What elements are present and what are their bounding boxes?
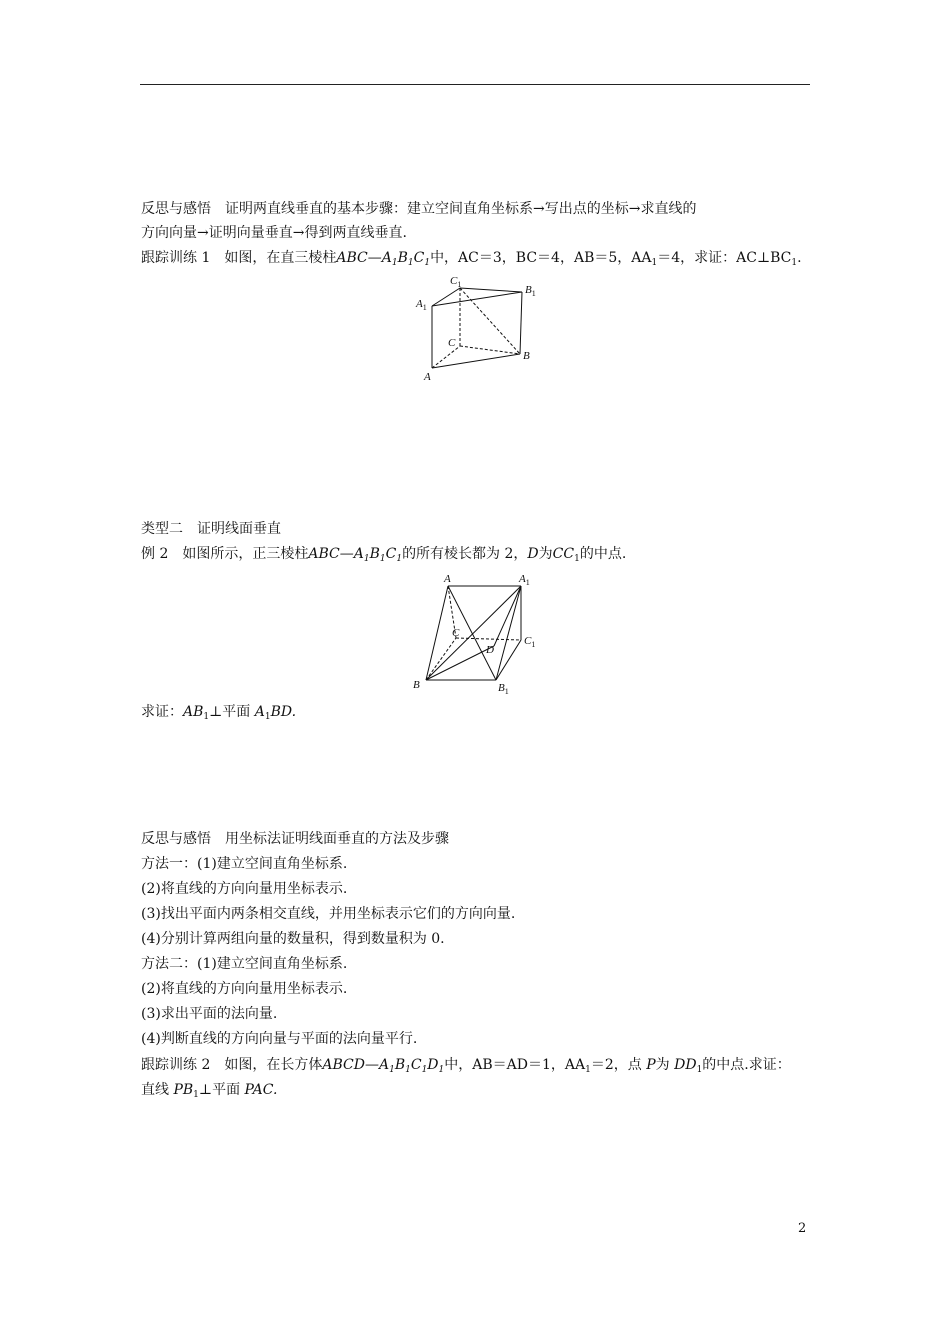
training2-line2: 直线 $PB_1\perp$平面 PAC. bbox=[141, 1082, 278, 1100]
segment-cc: CC bbox=[552, 546, 575, 562]
cuboid-name: $ABCD—A_1B_1C_1D_1$ bbox=[322, 1057, 445, 1075]
training1-line: 跟踪训练 1 如图，在直三棱柱$ABC—A_1B_1C_1$中，AC＝3，BC＝4，AB＝5，$AA_1=4$，求证：$AC\perp BC_1$. bbox=[141, 250, 802, 268]
method2-step3: (3)求出平面的法向量. bbox=[141, 1006, 278, 1022]
prism-figure-2 bbox=[408, 572, 548, 697]
fig2-label-b1: $B_1$ bbox=[498, 682, 509, 696]
fig2-label-a1: $A_1$ bbox=[519, 573, 530, 587]
fig1-label-b1: $B_1$ bbox=[525, 284, 536, 298]
header-rule bbox=[140, 84, 810, 85]
example2-middle: 的所有棱长都为 2， bbox=[402, 546, 528, 562]
type2-heading-text: 类型二 证明线面垂直 bbox=[141, 521, 281, 537]
reflection2-title bbox=[141, 830, 449, 848]
reflection1-heading: 反思与感悟 bbox=[141, 201, 211, 217]
type2-heading bbox=[141, 520, 281, 538]
training2-middle: 中，AB＝AD＝1，AA bbox=[444, 1057, 586, 1073]
reflection2-heading: 反思与感悟 bbox=[141, 831, 211, 847]
prism-name: $ABC—A_1B_1C_1$ bbox=[336, 250, 431, 268]
reflection1-line1 bbox=[141, 200, 696, 218]
page-number: 2 bbox=[798, 1221, 807, 1236]
training2-line1: 跟踪训练 2 如图，在长方体$ABCD—A_1B_1C_1D_1$中，AB＝AD＝1，$AA_1=2$，点 P为 $DD_1$的中点.求证： bbox=[141, 1057, 791, 1075]
training2-intro: 如图，在长方体 bbox=[224, 1057, 323, 1073]
example2-line: 例 2 如图所示，正三棱柱$ABC—A_1B_1C_1$的所有棱长都为 2，D为$CC_1$的中点. bbox=[141, 546, 627, 564]
example2-end: 的中点. bbox=[579, 546, 627, 562]
fig1-label-a: A bbox=[424, 371, 431, 383]
segment-ab: AB bbox=[183, 704, 204, 720]
training2-label: 跟踪训练 2 bbox=[141, 1057, 211, 1073]
method1-step1: 方法一：(1)建立空间直角坐标系. bbox=[141, 856, 348, 872]
point-a: A bbox=[254, 704, 265, 720]
fig1-label-c: C bbox=[448, 337, 456, 349]
segment-dd: DD bbox=[674, 1057, 697, 1073]
fig2-label-b: B bbox=[413, 679, 420, 691]
reflection2-title-text: 用坐标法证明线面垂直的方法及步骤 bbox=[225, 831, 449, 847]
segment-pb: PB bbox=[173, 1082, 194, 1098]
plane-pac: PAC. bbox=[244, 1082, 278, 1098]
example2-label: 例 2 bbox=[141, 546, 169, 562]
training1-intro: 如图，在直三棱柱 bbox=[224, 250, 337, 266]
reflection1-text1: 证明两直线垂直的基本步骤：建立空间直角坐标系→写出点的坐标→求直线的 bbox=[225, 201, 697, 217]
method2-step2: (2)将直线的方向向量用坐标表示. bbox=[141, 981, 348, 997]
training2-line2b: ⊥平面 bbox=[198, 1082, 245, 1098]
prove2-line: 求证：$AB_1\perp$平面 $A_1BD$. bbox=[141, 704, 297, 722]
reflection1-text2: 方向向量→证明向量垂直→得到两直线垂直. bbox=[141, 225, 407, 241]
fig1-label-a1: $A_1$ bbox=[416, 298, 427, 312]
method1-step3: (3)找出平面内两条相交直线，并用坐标表示它们的方向向量. bbox=[141, 906, 516, 922]
reflection1-line2 bbox=[141, 224, 407, 242]
prove2-perp: ⊥平面 bbox=[209, 704, 255, 720]
fig2-label-c: C bbox=[452, 627, 460, 639]
fig2-label-d: D bbox=[486, 644, 494, 656]
prism-name-2: $ABC—A_1B_1C_1$ bbox=[308, 546, 403, 564]
training1-end: . bbox=[797, 250, 802, 266]
training1-label: 跟踪训练 1 bbox=[141, 250, 211, 266]
training2-line2a: 直线 bbox=[141, 1082, 174, 1098]
segment-bd: BD. bbox=[270, 704, 297, 720]
example2-intro: 如图所示，正三棱柱 bbox=[182, 546, 309, 562]
training1-middle: 中，AC＝3，BC＝4，AB＝5，AA bbox=[430, 250, 652, 266]
training2-mid2: ＝2，点 bbox=[590, 1057, 647, 1073]
prism-figure-1 bbox=[410, 274, 540, 384]
fig1-label-b: B bbox=[523, 350, 530, 362]
training1-claim: ＝4，求证：AC⊥BC bbox=[657, 250, 792, 266]
example2-is: 为 bbox=[538, 546, 553, 562]
prove2-prefix: 求证： bbox=[141, 704, 183, 720]
training2-is: 为 bbox=[655, 1057, 675, 1073]
method1-step4: (4)分别计算两组向量的数量积，得到数量积为 0. bbox=[141, 931, 445, 947]
fig2-label-a: A bbox=[444, 573, 451, 585]
fig2-label-c1: $C_1$ bbox=[524, 635, 536, 649]
method1-step2: (2)将直线的方向向量用坐标表示. bbox=[141, 881, 348, 897]
point-d: D bbox=[527, 546, 539, 562]
method2-step1: 方法二：(1)建立空间直角坐标系. bbox=[141, 956, 348, 972]
method2-step4: (4)判断直线的方向向量与平面的法向量平行. bbox=[141, 1031, 418, 1047]
training2-end: 的中点.求证： bbox=[702, 1057, 791, 1073]
point-p: P bbox=[646, 1057, 656, 1073]
fig1-label-c1: $C_1$ bbox=[450, 275, 462, 289]
